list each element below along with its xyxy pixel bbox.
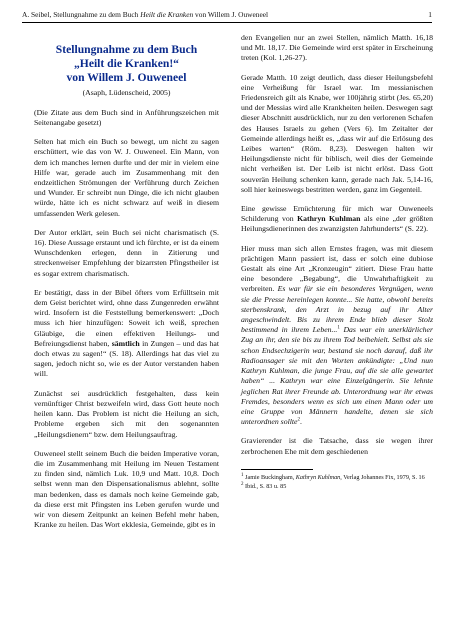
header-text — [22, 9, 268, 21]
header-post: von Willem J. Ouweneel — [193, 10, 269, 19]
text-run: Hier muss man sich allen Ernstes fragen, was mit diesem prächtigen Mann passiert ist, dass er solch eine dubiose Gestalt als eine Art „Kronzeugin“ zitiert. Diese Frau hatte eine besondere „Begabung“, die Unwahrhaftigkeit zu verbreiten. — [241, 243, 433, 294]
text-run: als eine „der größten Heilungsdienerinnen des zwanzigsten Jahrhunderts“ (S. 22). — [241, 214, 434, 234]
text-run: Er bestätigt, dass in der Bibel öfters vom Erfülltsein mit dem Geist berichtet wird, ohne dass Zungenreden erwähnt wird. Insofern ist die Feststellung bemerkenswert: „Doch muss ich hier hinzufügen: Soweit ich weiß, sprechen Gläubige, die einen effektiven Heilungs- und Befreiungsdienst haben, — [34, 287, 219, 348]
footnote-ref[interactable]: 2 — [297, 417, 300, 423]
title-line-1: Stellungnahme zu dem Buch — [55, 43, 198, 56]
title-line-3: von Willem J. Ouweneel — [66, 71, 187, 85]
text-run: . — [299, 417, 302, 427]
header-rule — [22, 22, 432, 23]
paragraph: (Die Zitate aus dem Buch sind in Anführungszeichen mit Seitenangabe gesetzt) — [34, 107, 219, 128]
footnote-rule — [241, 469, 313, 470]
document-title — [34, 43, 219, 86]
footnote-text: Jamie Buckingham, — [243, 473, 296, 481]
bold-name: Kathryn Kuhlman — [297, 214, 361, 224]
footnote-italic: Kathryn Kuhlman — [295, 473, 341, 481]
paragraph — [241, 244, 433, 428]
footnote-ref[interactable]: 1 — [337, 325, 340, 331]
header-pre: A. Seibel, Stellungnahme zu dem Buch — [22, 10, 141, 19]
paragraph: Gerade Matth. 10 zeigt deutlich, dass dieser Heilungsbefehl eine Verheißung für Israel war. Im messianischen Friedensreich gilt als Knabe, wer 100jährig stirbt (Jes. 65,20) und der Messias wird alle Krankheiten heilen. Deswegen sagt dieser Abschnitt ausdrücklich, nur zu den verlorenen Schafen des Hauses Israels zu gehen (Vers 6). Im Zeitalter der Gemeinde allerdings heißt es, „dass wir auf die Erlösung des Leibes warten“ (Röm. 8,23). Deswegen halten wir Heilungsdienste nicht für biblisch, weil dies der Gemeinde nicht verheißen ist. Der Leib ist nicht erlöst. Dass Gott souverän Heilung schenken kann, gerade nach Jak. 5,14-16, soll hier keineswegs bestritten werden, ganz im Gegenteil. — [241, 72, 433, 194]
footnote-number: 1 — [241, 472, 244, 478]
italic-quote: Es war für sie ein besonderes Vergnügen, wenn sie die Presse hereinlegen konnte... Sie hatte, obwohl bereits sterbenskrank, den Arzt in bezug auf ihr Alter angeschwindelt. Bis zu ihrem Ende blieb dieser Stolz bestimmend in ihrem Leben... — [241, 284, 433, 335]
footnote — [241, 474, 433, 482]
document-subtitle: (Asaph, Lüdenscheid, 2005) — [82, 87, 171, 97]
footnote-number: 2 — [241, 481, 244, 487]
header-italic-title: Heilt die Kranken — [140, 10, 194, 19]
paragraph: den Evangelien nur an zwei Stellen, nämlich Matth. 16,18 und Mt. 18,17. Die Gemeinde wird erst später in Erscheinung treten (Kol. 1,26-27). — [241, 33, 433, 63]
page-number: 1 — [428, 10, 432, 19]
text-run: Eine gewisse Ernüchterung für mich war Ouweneels Schilderung von — [241, 204, 433, 224]
paragraph — [241, 204, 433, 235]
paragraph: Zunächst sei ausdrücklich festgehalten, dass kein vernünftiger Christ bezweifeln wird, dass Gott heute noch heilen kann. Das Problem ist nicht die Heilung an sich, Probleme ergeben sich mit den sogenannten „Heilungsdienern“ bzw. dem Heilungsauftrag. — [34, 388, 219, 439]
title-line-2: „Heilt die Kranken!“ — [74, 57, 179, 71]
footnote-text: , Verlag Johannes Fix, 1979, S. 16 — [340, 473, 425, 481]
paragraph: Selten hat mich ein Buch so bewegt, um nicht zu sagen erschüttert, wie das von W. J. Ouweneel. Ein Mann, von dem ich manches lernen durfte und der mir in vielem eine Hilfe war, gerade auch im Zusammenhang mit den endzeitlichen Strömungen der Verführung durch Zeichen und Wunder. Er schreibt nun Dinge, die ich nicht glauben würde, hätte ich es nicht schwarz auf weiß in diesem umfassenden Werk gelesen. — [34, 137, 219, 218]
italic-quote: Das war ein unerklärlicher Zug an ihr, den sie bis zu ihrem Tod beibehielt. Selbst als sie schon Endsechzigerin war, bestand sie noch darauf, daß ihr Radioansager sie mit den Worten ankündigte: „Und nun Kathryn Kuhlman, die junge Frau, auf die sie alle gewartet haben“ ... Kathryn war eine Einzelgängerin. Sie lehnte jeglichen Rat ihrer Freunde ab. Unterordnung war ihr etwas Fremdes, besonders wenn es sich um einen Mann oder um eine Gruppe von Männern handelte, denen sie sich unterordnen sollte — [241, 325, 433, 427]
text-run: in Zungen – und das hat doch etwas zu sagen!“ (S. 18). Allerdings hat das viel zu sagen, jedoch nicht so, wie es der Autor verstanden haben will. — [34, 338, 219, 379]
left-column — [34, 33, 219, 539]
running-header — [22, 9, 432, 23]
paragraph — [34, 288, 219, 380]
paragraph: Ouweneel stellt seinem Buch die beiden Imperative voran, die im Zusammenhang mit Heilung im Neuen Testament zu finden sind, nämlich Luk. 10,9 und Matt. 10,8. Doch selbst wenn man den Dispensationalismus ablehnt, sollte man bedenken, dass es damals noch keine Gemeinde gab, da diese erst mit Pfingsten ins Leben gerufen wurde und wir von diesem Zeitpunkt an keinen Befehl mehr haben, Kranke zu heilen. Das Wort ekklesia, Gemeinde, gibt es in — [34, 448, 219, 530]
bold-word: sämtlich — [111, 338, 140, 348]
footnote-text: Ibid., S. 83 u. 85 — [243, 482, 287, 490]
footnote — [241, 483, 433, 491]
paragraph: Gravierender ist die Tatsache, dass sie wegen ihrer zerbrochenen Ehe mit dem geschiedenen — [241, 436, 433, 456]
right-column — [241, 33, 433, 492]
paragraph: Der Autor erklärt, sein Buch sei nicht charismatisch (S. 16). Diese Aussage erstaunt und ich fürchte, er ist da einem Wunschdenken erlegen, denn in Zitierung und streckenweiser Empfehlung der bizarrsten Pfingstheiler ist es sogar extrem charismatisch. — [34, 227, 219, 278]
